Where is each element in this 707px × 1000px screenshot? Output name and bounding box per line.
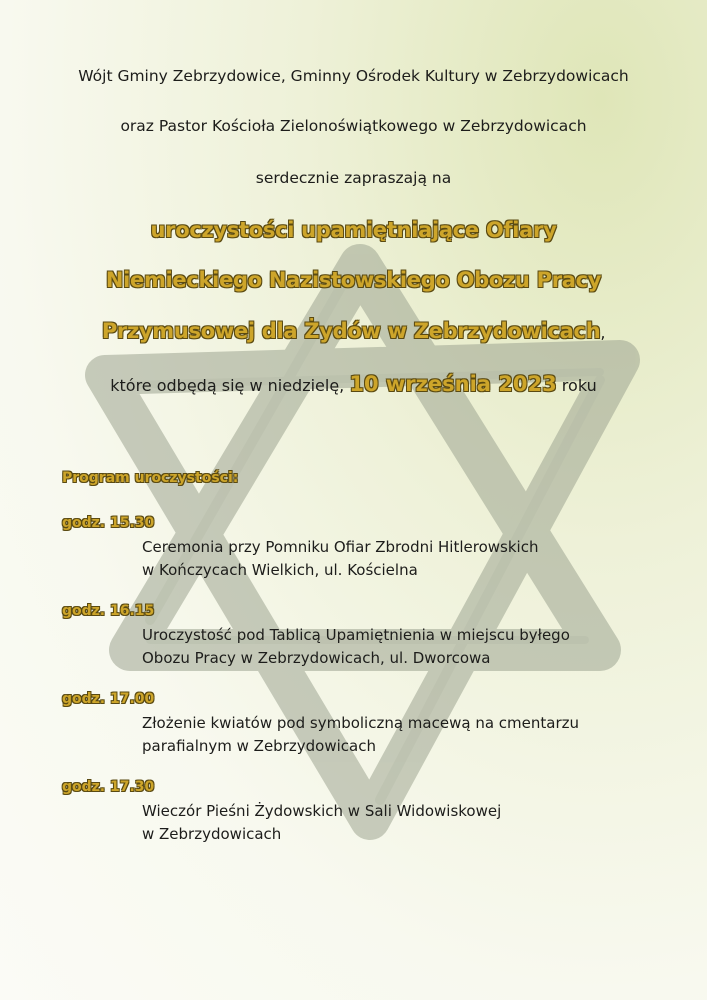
headline-line-1: uroczystości upamiętniające Ofiary (150, 218, 557, 242)
program-item-4 (142, 800, 501, 846)
program-item-1-line-2: w Kończycach Wielkich, ul. Kościelna (142, 561, 418, 579)
intro-line-1: Wójt Gminy Zebrzydowice, Gminny Ośrodek Kultury w Zebrzydowicach (78, 67, 629, 85)
program-item-4-line-2: w Zebrzydowicach (142, 825, 282, 843)
program-time-2: godz. 16.15 (62, 603, 155, 619)
date-suffix: roku (561, 376, 597, 395)
program-time-1: godz. 15.30 (62, 515, 155, 531)
intro-line-3: serdecznie zapraszają na (255, 169, 452, 187)
program-item-1-line-1: Ceremonia przy Pomniku Ofiar Zbrodni Hitlerowskich (142, 538, 539, 556)
program-item-3-line-1: Złożenie kwiatów pod symboliczną macewą na cmentarzu (142, 714, 579, 732)
program-item-3 (142, 712, 579, 758)
intro-line-2: oraz Pastor Kościoła Zielonoświątkowego w Zebrzydowicach (120, 117, 587, 135)
program-item-2 (142, 624, 570, 670)
program-item-2-line-1: Uroczystość pod Tablicą Upamiętnienia w miejscu byłego (142, 626, 570, 644)
headline-comma: , (600, 323, 606, 342)
program-time-3: godz. 17.00 (62, 691, 155, 707)
program-item-1 (142, 536, 538, 582)
date-prefix: które odbędą się w niedzielę, (110, 376, 345, 395)
program-time-4: godz. 17.30 (62, 779, 155, 795)
program-item-4-line-1: Wieczór Pieśni Żydowskich w Sali Widowiskowej (142, 802, 502, 820)
headline-line-3-text: Przymusowej dla Żydów w Zebrzydowicach (101, 319, 601, 343)
headline-line-2: Niemieckiego Nazistowskiego Obozu Pracy (105, 268, 602, 292)
date-line (0, 371, 707, 399)
program-title: Program uroczystości: (62, 470, 239, 486)
program-item-2-line-2: Obozu Pracy w Zebrzydowicach, ul. Dworcowa (142, 649, 491, 667)
program-item-3-line-2: parafialnym w Zebrzydowicach (142, 737, 376, 755)
headline-line-3 (0, 318, 707, 346)
event-date: 10 września 2023 (349, 372, 557, 396)
